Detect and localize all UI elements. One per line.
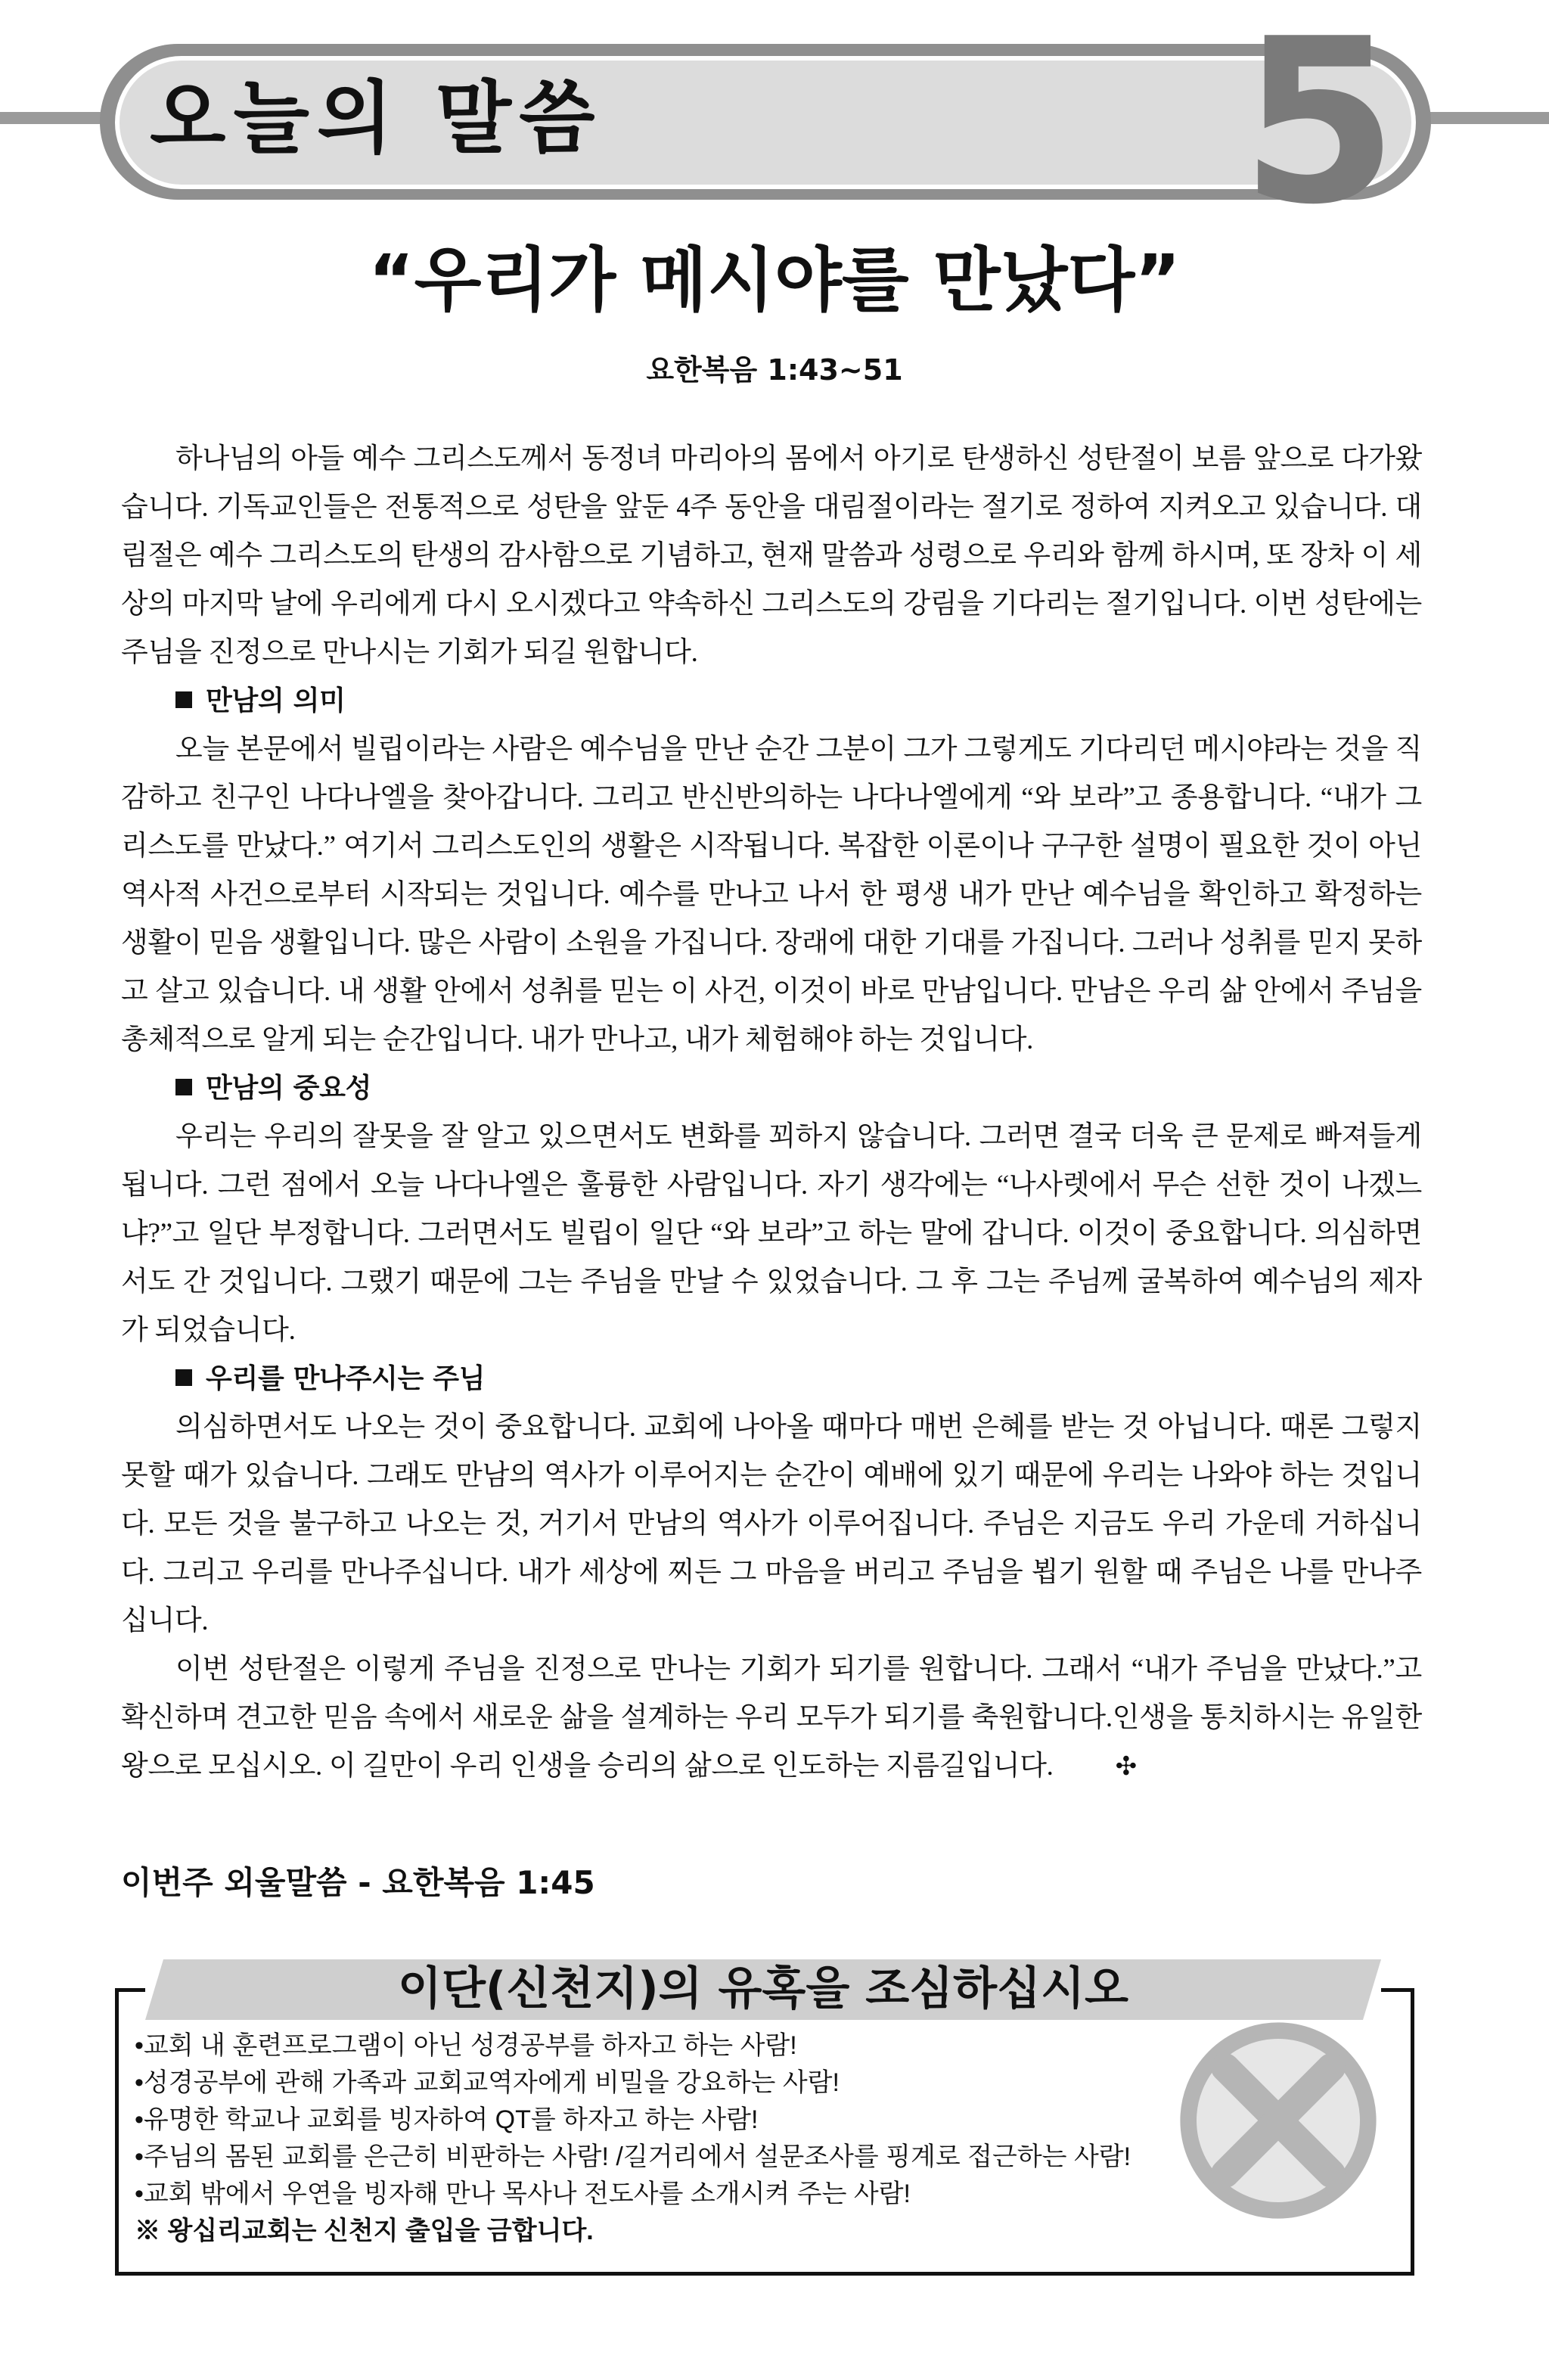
section-paragraph: 우리는 우리의 잘못을 잘 알고 있으면서도 변화를 꾀하지 않습니다. 그러면 결국 더욱 큰 문제로 빠져들게 됩니다. 그런 점에서 오늘 나다나엘은 훌륭한 사람입니다. 자기 생각에는 “나사렛에서 무슨 선한 것이 나겠느냐?”고 일단 부정합니다. 그러면서도 빌립이 일단 “와 보라”고 하는 말에 갑니다. 이것이 중요합니다. 의심하면서도 간 것입니다. 그랬기 때문에 그는 주님을 만날 수 있었습니다. 그 후 그는 주님께 굴복하여 예수님의 제자가 되었습니다. [121, 1121, 1422, 1346]
warning-item: •교회 내 훈련프로그램이 아닌 성경공부를 하자고 하는 사람! [135, 2031, 797, 2060]
closing-text: 이번 성탄절은 이렇게 주님을 진정으로 만나는 기회가 되기를 원합니다. 그래서 “내가 주님을 만났다.”고 확신하며 견고한 믿음 속에서 새로운 삶을 설계하는 우리 모두가 되기를 축원합니다.인생을 통치하시는 유일한 왕으로 모십시오. 이 길만이 우리 인생을 승리의 삶으로 인도하는 지름길입니다. [121, 1654, 1422, 1782]
warning-item: •유명한 학교나 교회를 빙자하여 QT를 하자고 하는 사람! [135, 2105, 759, 2134]
intro-paragraph: 하나님의 아들 예수 그리스도께서 동정녀 마리아의 몸에서 아기로 탄생하신 성탄절이 보름 앞으로 다가왔습니다. 기독교인들은 전통적으로 성탄을 앞둔 4주 동안을 대림절이라는 절기로 정하여 지켜오고 있습니다. 대림절은 예수 그리스도의 탄생의 감사함으로 기념하고, 현재 말씀과 성령으로 우리와 함께 하시며, 또 장차 이 세상의 마지막 날에 우리에게 다시 오시겠다고 약속하신 그리스도의 강림을 기다리는 절기입니다. 이번 성탄에는 주님을 진정으로 만나시는 기회가 되길 원합니다. [121, 443, 1422, 668]
square-bullet-icon [175, 1079, 192, 1095]
warning-footer: ※ 왕십리교회는 신천지 출입을 금합니다. [135, 2217, 594, 2245]
square-bullet-icon [175, 691, 192, 708]
warning-list [135, 2027, 1375, 2213]
section-paragraph: 의심하면서도 나오는 것이 중요합니다. 교회에 나아올 때마다 매번 은혜를 받는 것 아닙니다. 때론 그렇지 못할 때가 있습니다. 그래도 만남의 역사가 이루어지는 순간이 예배에 있기 때문에 우리는 나와야 하는 것입니다. 모든 것을 불구하고 나오는 것, 거기서 만남의 역사가 이루어집니다. 주님은 지금도 우리 가운데 거하십니다. 그리고 우리를 만나주십니다. 내가 세상에 찌든 그 마음을 버리고 주님을 뵙기 원할 때 주님은 나를 만나주십니다. [121, 1412, 1422, 1636]
section-heading-label: 만남의 의미 [206, 685, 346, 716]
warning-box-edge [115, 1988, 145, 1992]
memory-verse: 이번주 외울말씀 - 요한복음 1:45 [121, 1864, 595, 1901]
warning-title: 이단(신천지)의 유혹을 조심하십시오 [397, 1962, 1129, 2015]
section-heading [121, 1064, 1422, 1113]
section-number: 5 [1240, 0, 1391, 254]
square-bullet-icon [175, 1369, 192, 1386]
warning-item: •주님의 몸된 교회를 은근히 비판하는 사람! /길거리에서 설문조사를 핑계로 접근하는 사람! [135, 2142, 1131, 2171]
section-heading-label: 만남의 중요성 [206, 1073, 372, 1104]
clover-end-icon: ✣ [1115, 1753, 1137, 1781]
sermon-title: “우리가 메시야를 만났다” [368, 240, 1181, 321]
header-rule-right [1429, 112, 1549, 124]
section-heading [121, 1355, 1422, 1403]
warning-item: •성경공부에 관해 가족과 교회교역자에게 비밀을 강요하는 사람! [135, 2068, 840, 2097]
sermon-body [121, 435, 1422, 1791]
scripture-reference: 요한복음 1:43~51 [646, 353, 903, 387]
section-heading [121, 677, 1422, 725]
warning-item: •교회 밖에서 우연을 빙자해 만나 목사나 전도사를 소개시켜 주는 사람! [135, 2180, 911, 2208]
warning-box-edge [1381, 1988, 1414, 1992]
header-rule-left [0, 112, 113, 124]
section-heading-label: 우리를 만나주시는 주님 [206, 1363, 486, 1394]
section-paragraph: 오늘 본문에서 빌립이라는 사람은 예수님을 만난 순간 그분이 그가 그렇게도 기다리던 메시야라는 것을 직감하고 친구인 나다나엘을 찾아갑니다. 그리고 반신반의하는 나다나엘에게 “와 보라”고 종용합니다. “내가 그리스도를 만났다.” 여기서 그리스도인의 생활은 시작됩니다. 복잡한 이론이나 구구한 설명이 필요한 것이 아닌 역사적 사건으로부터 시작되는 것입니다. 예수를 만나고 나서 한 평생 내가 만난 예수님을 확인하고 확정하는 생활이 믿음 생활입니다. 많은 사람이 소원을 가집니다. 장래에 대한 기대를 가집니다. 그러나 성취를 믿지 못하고 살고 있습니다. 내 생활 안에서 성취를 믿는 이 사건, 이것이 바로 만남입니다. 만남은 우리 삶 안에서 주님을 총체적으로 알게 되는 순간입니다. 내가 만나고, 내가 체험해야 하는 것입니다. [121, 734, 1422, 1055]
section-title: 오늘의 말씀 [150, 72, 603, 164]
closing-paragraph [121, 1645, 1422, 1791]
